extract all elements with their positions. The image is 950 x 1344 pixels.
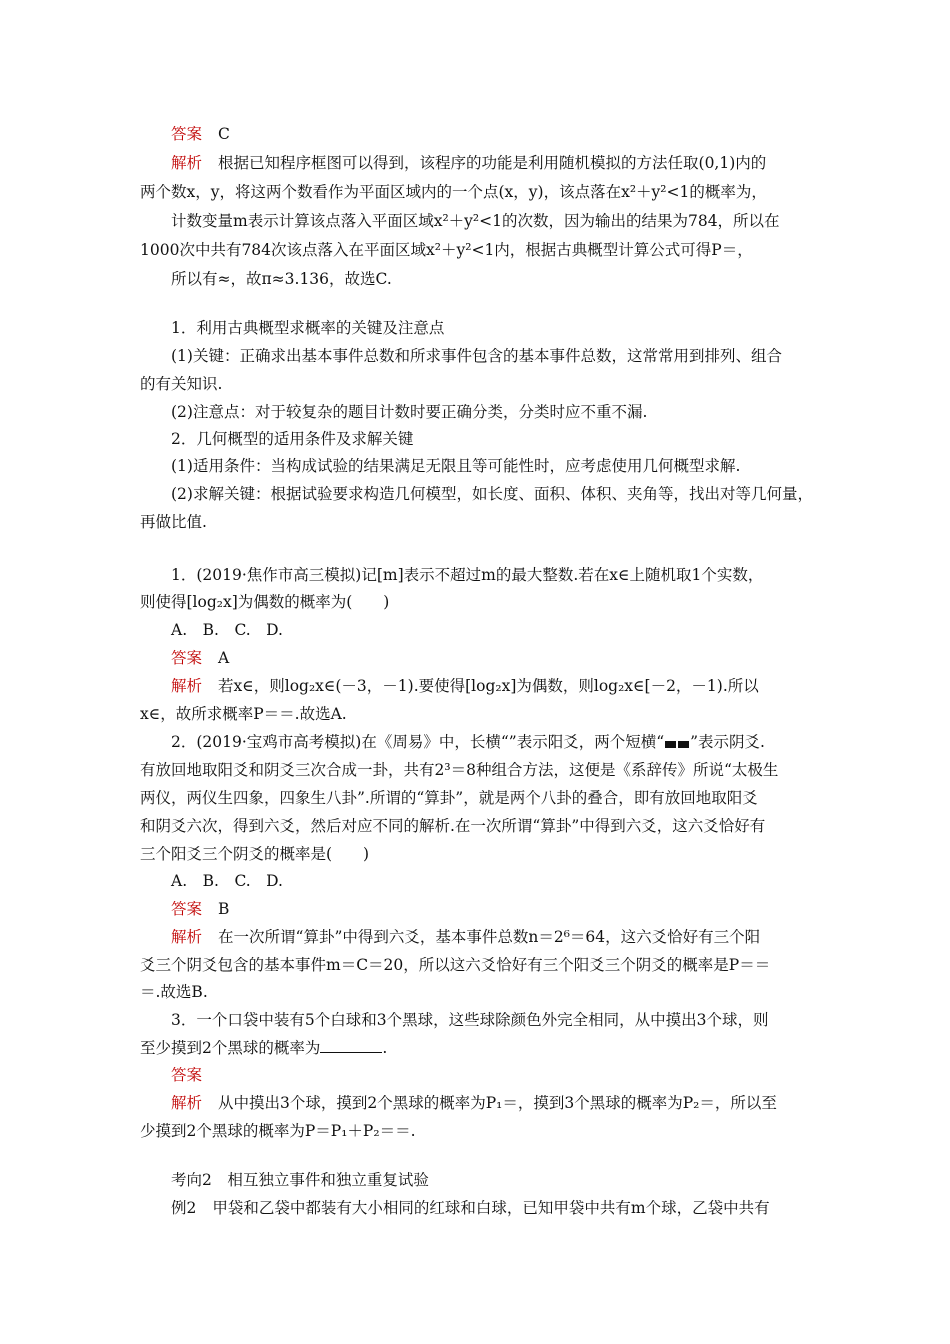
answer-label: 答案: [171, 125, 203, 143]
text-line: x∈，故所求概率P＝＝.故选A.: [140, 705, 347, 723]
analysis-text: 根据已知程序框图可以得到，该程序的功能是利用随机模拟的方法任取(0,1)内的: [218, 154, 767, 172]
summary-text: (2)注意点：对于较复杂的题目计数时要正确分类，分类时应不重不漏.: [171, 403, 648, 421]
analysis-label: 解析: [171, 1094, 203, 1112]
answer-blank: [320, 1038, 382, 1053]
answer-line: [171, 899, 821, 919]
options: A. B. C. D.: [171, 621, 283, 639]
text-line: 和阴爻六次，得到六爻，然后对应不同的解析.在一次所谓“算卦”中得到六爻，这六爻恰好有: [140, 817, 766, 835]
question-text: 至少摸到2个黑球的概率为 .: [140, 1039, 388, 1057]
question-2: 2．(2019·宝鸡市高考模拟)在《周易》中，长横“”表示阳爻，两个短横“ ”表示阴爻.: [171, 733, 765, 751]
summary-text: 再做比值.: [140, 513, 207, 531]
answer-label: 答案: [171, 1066, 203, 1084]
text-line: ＝.故选B.: [140, 983, 208, 1001]
summary-text: 的有关知识.: [140, 375, 223, 393]
answer-value: A: [218, 649, 230, 667]
summary-text: (1)关键：正确求出基本事件总数和所求事件包含的基本事件总数，这常常用到排列、组合: [171, 347, 782, 365]
question-3: 3．一个口袋中装有5个白球和3个黑球，这些球除颜色外完全相同，从中摸出3个球，则: [171, 1011, 769, 1029]
answer-line: [171, 1065, 821, 1085]
analysis-line: [171, 676, 821, 696]
summary-text: (2)求解关键：根据试验要求构造几何模型，如长度、面积、体积、夹角等，找出对等几何量，: [171, 485, 813, 503]
analysis-text: 从中摸出3个球，摸到2个黑球的概率为P₁＝，摸到3个黑球的概率为P₂＝，所以至: [218, 1094, 777, 1112]
text-line: 爻三个阴爻包含的基本事件m＝C＝20，所以这六爻恰好有三个阳爻三个阴爻的概率是P＝＝: [140, 956, 771, 974]
options: A. B. C. D.: [171, 872, 283, 890]
text-line: 两个数x，y，将这两个数看作为平面区域内的一个点(x，y)，该点落在x²＋y²<1的概率为，: [140, 183, 767, 201]
answer-label: 答案: [171, 649, 203, 667]
text-line: 所以有≈，故π≈3.136，故选C.: [171, 270, 392, 288]
analysis-label: 解析: [171, 928, 203, 946]
answer-line: [171, 124, 821, 144]
analysis-line: [171, 153, 821, 173]
question-text: 则使得[log₂x]为偶数的概率为( ): [140, 593, 390, 611]
analysis-line: [171, 927, 821, 947]
answer-value: C: [218, 125, 230, 143]
answer-line: [171, 648, 821, 668]
example-label: 例2: [171, 1199, 197, 1217]
text-line: 少摸到2个黑球的概率为P＝P₁＋P₂＝＝.: [140, 1122, 416, 1140]
text-line: 1000次中共有784次该点落入在平面区域x²＋y²<1内，根据古典概型计算公式可得P＝，: [140, 241, 753, 259]
analysis-text: 在一次所谓“算卦”中得到六爻，基本事件总数n＝2⁶＝64，这六爻恰好有三个阳: [218, 928, 761, 946]
text-line: 两仪，两仪生四象，四象生八卦”.所谓的“算卦”，就是两个八卦的叠合，即有放回地取阳爻: [140, 789, 758, 807]
answer-value: B: [218, 900, 230, 918]
section-title: 考向2 相互独立事件和独立重复试验: [171, 1171, 429, 1189]
summary-heading: 1．利用古典概型求概率的关键及注意点: [171, 319, 445, 337]
summary-heading: 2．几何概型的适用条件及求解关键: [171, 430, 414, 448]
question-1: 1．(2019·焦作市高三模拟)记[m]表示不超过m的最大整数.若在x∈上随机取1个实数，: [171, 566, 764, 584]
example-line: [171, 1198, 821, 1218]
summary-text: (1)适用条件：当构成试验的结果满足无限且等可能性时，应考虑使用几何概型求解.: [171, 457, 741, 475]
answer-label: 答案: [171, 900, 203, 918]
analysis-label: 解析: [171, 677, 203, 695]
text-line: 有放回地取阳爻和阴爻三次合成一卦，共有2³＝8种组合方法，这便是《系辞传》所说“太极生: [140, 761, 779, 779]
analysis-label: 解析: [171, 154, 203, 172]
text-line: 计数变量m表示计算该点落入平面区域x²＋y²<1的次数，因为输出的结果为784，所以在: [171, 212, 780, 230]
yin-yao-icon: [664, 733, 690, 753]
example-text: 甲袋和乙袋中都装有大小相同的红球和白球，已知甲袋中共有m个球，乙袋中共有: [212, 1199, 770, 1217]
analysis-line: [171, 1093, 821, 1113]
analysis-text: 若x∈，则log₂x∈(－3，－1).要使得[log₂x]为偶数，则log₂x∈[－2，－1).所以: [218, 677, 759, 695]
text-line: 三个阳爻三个阴爻的概率是( ): [140, 845, 370, 863]
